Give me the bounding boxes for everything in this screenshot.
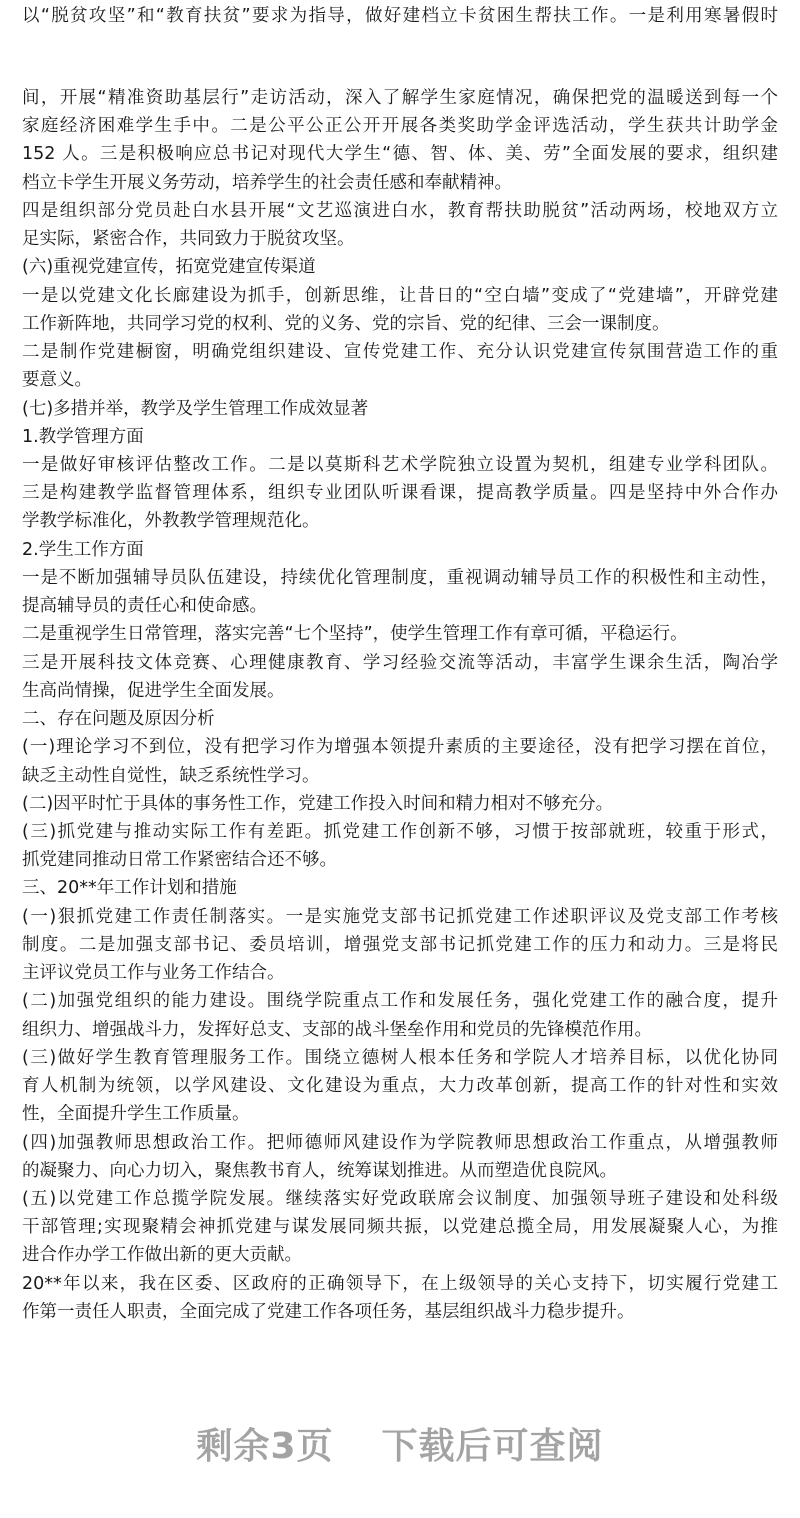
text-line: 组织力、增强战斗力，发挥好总支、支部的战斗堡垒作用和党员的先锋模范作用。 [22, 1019, 652, 1040]
text-line: 缺乏主动性自觉性，缺乏系统性学习。 [22, 765, 320, 786]
text-line: 一是做好审核评估整改工作。二是以莫斯科艺术学院独立设置为契机，组建专业学科团队。 [22, 454, 778, 475]
download-to-view-text: 下载后可查阅 [381, 1426, 604, 1467]
text-line: 二、存在问题及原因分析 [22, 709, 215, 730]
remaining-pages-text: 剩余3页 [196, 1426, 334, 1467]
text-line: 2.学生工作方面 [22, 539, 144, 560]
text-line: 足实际，紧密合作，共同致力于脱贫攻坚。 [22, 229, 355, 250]
download-prompt[interactable] [0, 1418, 800, 1469]
text-line: 20**年以来，我在区委、区政府的正确领导下，在上级领导的关心支持下，切实履行党建工 [22, 1273, 778, 1294]
text-line: 三是构建教学监督管理体系，组织专业团队听课看课，提高教学质量。四是坚持中外合作办 [22, 483, 778, 504]
text-line: (二)因平时忙于具体的事务性工作，党建工作投入时间和精力相对不够充分。 [22, 793, 614, 814]
text-line: 152 人。三是积极响应总书记对现代大学生“德、智、体、美、劳”全面发展的要求，组织建 [22, 144, 778, 165]
text-line: (六)重视党建宣传，拓宽党建宣传渠道 [22, 257, 316, 278]
text-line: (二)加强党组织的能力建设。围绕学院重点工作和发展任务，强化党建工作的融合度，提升 [22, 991, 778, 1012]
text-line: 性，全面提升学生工作质量。 [22, 1104, 250, 1125]
text-line: 一是以党建文化长廊建设为抓手，创新思维，让昔日的“空白墙”变成了“党建墙”，开辟党建 [22, 285, 778, 306]
text-line: (四)加强教师思想政治工作。把师德师风建设作为学院教师思想政治工作重点，从增强教师 [22, 1132, 778, 1153]
text-line: 要意义。 [22, 370, 92, 391]
text-line: 的凝聚力、向心力切入，聚焦教书育人，统筹谋划推进。从而塑造优良院风。 [22, 1160, 617, 1181]
text-line: 间，开展“精准资助基层行”走访活动，深入了解学生家庭情况，确保把党的温暖送到每一个 [22, 88, 778, 108]
text-line: 档立卡学生开展义务劳动，培养学生的社会责任感和奉献精神。 [22, 172, 512, 193]
text-line: (七)多措并举，教学及学生管理工作成效显著 [22, 398, 369, 419]
text-line: 制度。二是加强支部书记、委员培训，增强党支部书记抓党建工作的压力和动力。三是将民 [22, 934, 778, 955]
text-line: 一是不断加强辅导员队伍建设，持续优化管理制度，重视调动辅导员工作的积极性和主动性， [22, 567, 778, 588]
text-line: 提高辅导员的责任心和使命感。 [22, 596, 267, 617]
text-line: 干部管理;实现聚精会神抓党建与谋发展同频共振，以党建总揽全局，用发展凝聚人心，为推 [22, 1217, 778, 1238]
text-line: 二是制作党建橱窗，明确党组织建设、宣传党建工作、充分认识党建宣传氛围营造工作的重 [22, 342, 778, 363]
text-line: (三)做好学生教育管理服务工作。围绕立德树人根本任务和学院人才培养目标，以优化协同 [22, 1047, 778, 1068]
text-line: (一)理论学习不到位，没有把学习作为增强本领提升素质的主要途径，没有把学习摆在首位， [22, 737, 778, 758]
text-line: 工作新阵地，共同学习党的权利、党的义务、党的宗旨、党的纪律、三会一课制度。 [22, 313, 670, 334]
text-line: 生高尚情操，促进学生全面发展。 [22, 680, 285, 701]
text-line: 抓党建同推动日常工作紧密结合还不够。 [22, 850, 337, 871]
text-line: 家庭经济困难学生手中。二是公平公正公开开展各类奖助学金评选活动，学生获共计助学金 [22, 116, 778, 137]
text-line: 以“脱贫攻坚”和“教育扶贫”要求为指导，做好建档立卡贫困生帮扶工作。一是利用寒暑假时 [22, 6, 778, 26]
text-line: 主评议党员工作与业务工作结合。 [22, 963, 285, 984]
text-line: 1.教学管理方面 [22, 426, 144, 447]
text-line: (一)狠抓党建工作责任制落实。一是实施党支部书记抓党建工作述职评议及党支部工作考核 [22, 906, 778, 927]
text-line: 进合作办学工作做出新的更大贡献。 [22, 1245, 302, 1266]
text-line: 三、20**年工作计划和措施 [22, 878, 237, 899]
text-line: 学教学标准化，外教教学管理规范化。 [22, 511, 320, 532]
text-line: (五)以党建工作总揽学院发展。继续落实好党政联席会议制度、加强领导班子建设和处科级 [22, 1188, 778, 1209]
text-line: 三是开展科技文体竞赛、心理健康教育、学习经验交流等活动，丰富学生课余生活，陶冶学 [22, 652, 778, 673]
text-line: 二是重视学生日常管理，落实完善“七个坚持”，使学生管理工作有章可循，平稳运行。 [22, 624, 688, 645]
text-line: 四是组织部分党员赴白水县开展“文艺巡演进白水，教育帮扶助脱贫”活动两场，校地双方立 [22, 200, 778, 221]
text-line: (三)抓党建与推动实际工作有差距。抓党建工作创新不够，习惯于按部就班，较重于形式， [22, 821, 778, 842]
text-line: 育人机制为统领，以学风建设、文化建设为重点，大力改革创新，提高工作的针对性和实效 [22, 1076, 778, 1097]
text-line: 作第一责任人职责，全面完成了党建工作各项任务，基层组织战斗力稳步提升。 [22, 1301, 635, 1322]
